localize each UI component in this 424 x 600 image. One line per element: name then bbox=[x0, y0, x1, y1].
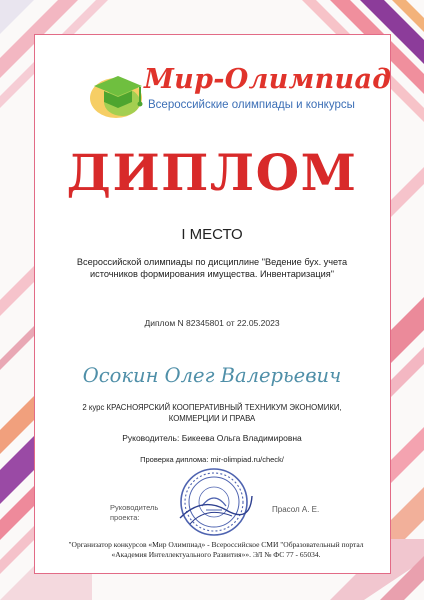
logo-subtitle: Всероссийские олимпиады и конкурсы bbox=[148, 99, 355, 111]
recipient-name: Осокин Олег Валерьевич bbox=[82, 364, 342, 387]
school-name: 2 курс КРАСНОЯРСКИЙ КООПЕРАТИВНЫЙ ТЕХНИКУМ ЭКОНОМИКИ, КОММЕРЦИИ И ПРАВА bbox=[82, 403, 342, 423]
signatory-name: Прасол А. Е. bbox=[272, 505, 320, 514]
seal-stamp bbox=[172, 466, 256, 538]
diploma-number: Диплом N 82345801 от 22.05.2023 bbox=[144, 318, 280, 328]
logo bbox=[88, 62, 392, 122]
project-leader-label: Руководитель проекта: bbox=[110, 503, 159, 522]
diploma-title: ДИПЛОМ bbox=[66, 143, 358, 202]
leader-name: Руководитель: Бикеева Ольга Владимировна bbox=[122, 433, 302, 443]
olympiad-description: Всероссийской олимпиады по дисциплине "Ведение бух. учета источников формирования имущества. Инвентаризация" bbox=[76, 257, 348, 279]
organizer-footer: "Организатор конкурсов «Мир Олимпиад» - Всероссийское СМИ "Образовательный портал «Академия Интеллектуального Развития»». ЭЛ № ФС 77 - 65034. bbox=[68, 540, 364, 559]
logo-title: Мир-Олимпиад bbox=[144, 64, 392, 95]
check-link[interactable]: Проверка диплома: mir-olimpiad.ru/check/ bbox=[140, 455, 284, 464]
graduation-cap-icon bbox=[88, 68, 148, 120]
place-award: I МЕСТО bbox=[181, 226, 243, 243]
